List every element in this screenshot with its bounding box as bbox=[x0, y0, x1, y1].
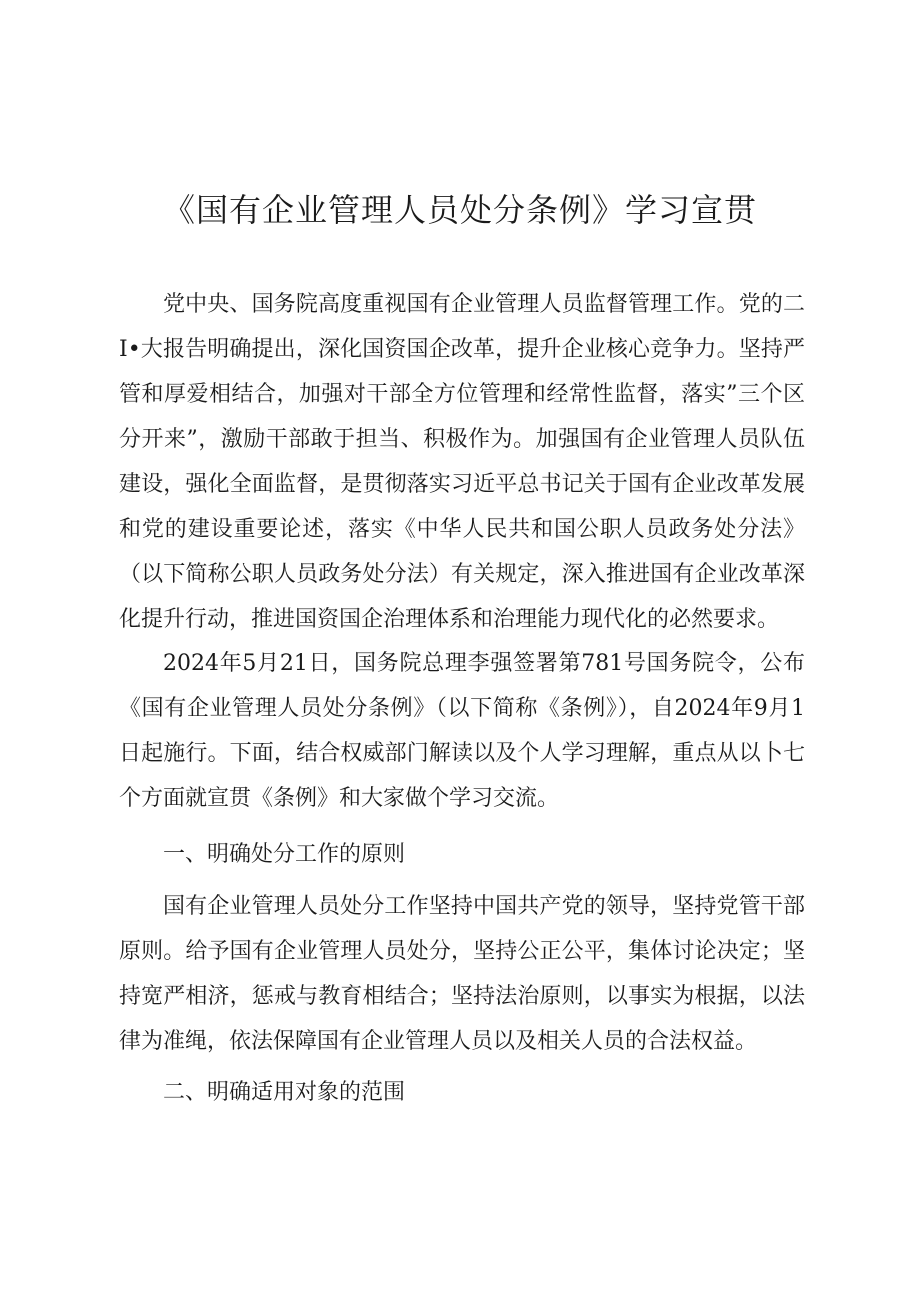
section-heading-scope: 二、明确适用对象的范围 bbox=[163, 1080, 406, 1105]
document-title: 《国有企业管理人员处分条例》学习宣贯 bbox=[162, 191, 757, 229]
announcement-paragraph: 2024年5月21日，国务院总理李强签署第781号国务院令，公布《国有企业管理人员处分条例》（以下简称《条例》），自2024年9月1日起施行。下面，结合权威部门解读以及个人学习理解，重点从以卜七个方面就宣贯《条例》和大家做个学习交流。 bbox=[119, 651, 805, 811]
principles-paragraph: 国有企业管理人员处分工作坚持中国共产党的领导，坚持党管干部原则。给予国有企业管理人员处分，坚持公正公平，集体讨论决定；坚持宽严相济，惩戒与教育相结合；坚持法治原则，以事实为根据，以法律为准绳，依法保障国有企业管理人员以及相关人员的合法权益。 bbox=[119, 894, 805, 1054]
section-heading-principles: 一、明确处分工作的原则 bbox=[163, 842, 406, 867]
intro-paragraph: 党中央、国务院高度重视国有企业管理人员监督管理工作。党的二I•大报告明确提出，深化国资国企改革，提升企业核心竞争力。坚持严管和厚爱相结合，加强对干部全方位管理和经常性监督，落实”三个区分开来”，激励干部敢于担当、积极作为。加强国有企业管理人员队伍建设，强化全面监督，是贯彻落实习近平总书记关于国有企业改革发展和党的建设重要论述，落实《中华人民共和国公职人员政务处分法》（以下简称公职人员政务处分法）有关规定，深入推进国有企业改革深化提升行动，推进国资国企治理体系和治理能力现代化的必然要求。 bbox=[119, 292, 805, 632]
